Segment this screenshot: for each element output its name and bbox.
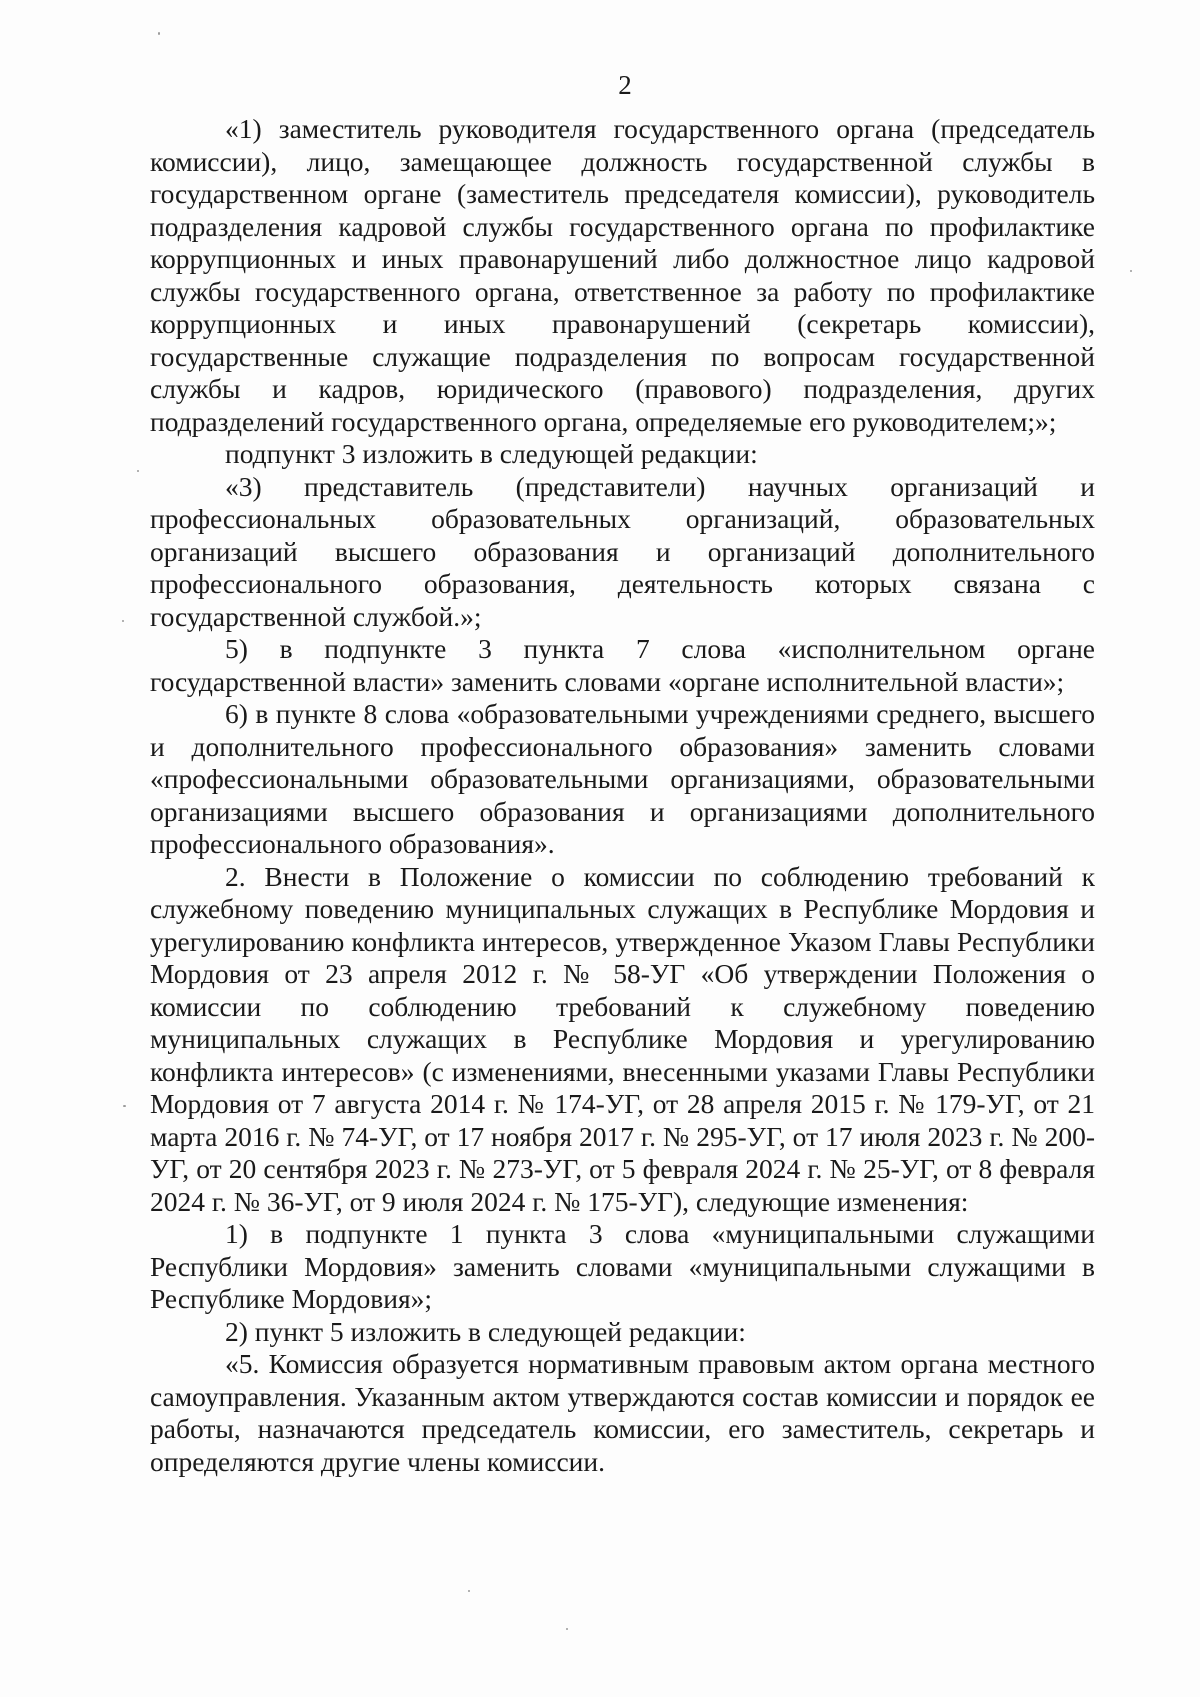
paragraph-section-2-item-2: 2) пункт 5 изложить в следующей редакции:	[225, 1315, 746, 1347]
scan-speck	[158, 32, 160, 35]
scan-speck	[1130, 270, 1132, 272]
paragraph-section-2-item-1: 1) в подпункте 1 пункта 3 слова «муниципальными служащими Республики Мордовия» заменить словами «муниципальными служащими в Республике Мордовия»;	[150, 1218, 1095, 1314]
paragraph-item-5: 5) в подпункте 3 пункта 7 слова «исполнительном органе государственной власти» заменить словами «органе исполнительной власти»;	[150, 633, 1095, 697]
scan-speck	[468, 1590, 470, 1592]
scan-speck	[566, 1628, 568, 1630]
scan-speck	[122, 620, 124, 622]
scan-speck	[123, 1105, 126, 1107]
paragraph-subitem-3-text: «3) представитель (представители) научных организаций и профессиональных образовательных организаций, образовательных организаций высшего образования и организаций дополнительного профессионального образования, деятельность которых связана с государственной службой.»;	[150, 470, 1095, 632]
scan-speck	[137, 470, 139, 472]
paragraph-commission-members: «1) заместитель руководителя государственного органа (председатель комиссии), лицо, замещающее должность государственной службы в государственном органе (заместитель председателя комиссии), руководитель подразделения кадровой службы государственного органа по профилактике коррупционных и иных правонарушений либо должностное лицо кадровой службы государственного органа, ответственное за работу по профилактике коррупционных и иных правонарушений (секретарь комиссии), государственные служащие подразделения по вопросам государственной службы и кадров, юридического (правового) подразделения, других подразделений государственного органа, определяемые его руководителем;»;	[150, 113, 1095, 437]
paragraph-section-2: 2. Внести в Положение о комиссии по соблюдению требований к служебному поведению муниципальных служащих в Республике Мордовия и урегулированию конфликта интересов, утвержденное Указом Главы Республики Мордовия от 23 апреля 2012 г. № 58-УГ «Об утверждении Положения о комиссии по соблюдению требований к служебному поведению муниципальных служащих в Республике Мордовия и урегулированию конфликта интересов» (с изменениями, внесенными указами Главы Республики Мордовия от 7 августа 2014 г. № 174-УГ, от 28 апреля 2015 г. № 179-УГ, от 21 марта 2016 г. № 74-УГ, от 17 ноября 2017 г. № 295-УГ, от 17 июля 2023 г. № 200-УГ, от 20 сентября 2023 г. № 273-УГ, от 5 февраля 2024 г. № 25-УГ, от 8 февраля 2024 г. № 36-УГ, от 9 июля 2024 г. № 175-УГ), следующие изменения:	[150, 860, 1095, 1217]
page-number: 2	[618, 70, 632, 100]
document-body	[150, 113, 1095, 1478]
paragraph-point-5-text: «5. Комиссия образуется нормативным правовым актом органа местного самоуправления. Указанным актом утверждаются состав комиссии и порядок ее работы, назначаются председатель комиссии, его заместитель, секретарь и определяются другие члены комиссии.	[150, 1348, 1095, 1477]
paragraph-item-6: 6) в пункте 8 слова «образовательными учреждениями среднего, высшего и дополнительного профессионального образования» заменить словами «профессиональными образовательными организациями, образовательными организациями высшего образования и организациями дополнительного профессионального образования».	[150, 698, 1095, 859]
paragraph-subitem-3-intro: подпункт 3 изложить в следующей редакции:	[225, 438, 758, 469]
